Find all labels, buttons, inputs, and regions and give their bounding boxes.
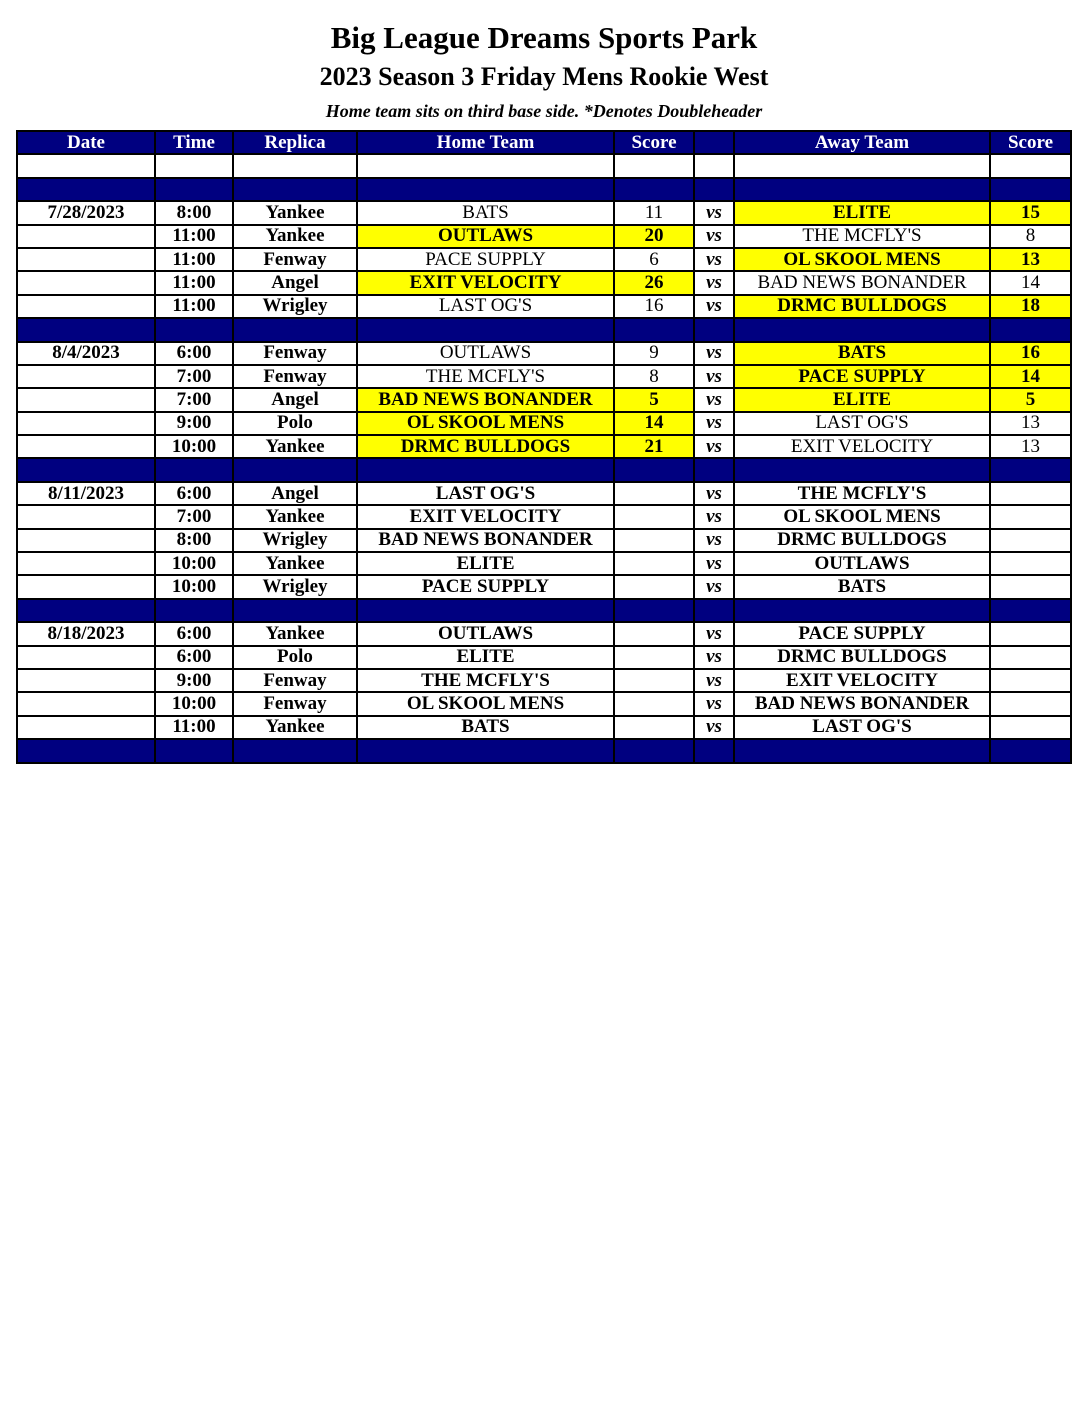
home-score-cell xyxy=(614,669,694,692)
away-score-cell xyxy=(990,575,1071,598)
home-team-cell xyxy=(357,599,614,622)
vs-cell: vs xyxy=(694,295,734,318)
vs-cell: vs xyxy=(694,412,734,435)
vs-cell: vs xyxy=(694,225,734,248)
away-score-cell xyxy=(990,458,1071,481)
separator-row xyxy=(17,739,1071,762)
date-cell xyxy=(17,599,155,622)
away-team-cell: OL SKOOL MENS xyxy=(734,505,990,528)
home-score-cell: 11 xyxy=(614,201,694,224)
date-cell xyxy=(17,646,155,669)
time-cell xyxy=(155,599,233,622)
home-score-cell xyxy=(614,458,694,481)
replica-cell: Yankee xyxy=(233,225,357,248)
time-cell: 7:00 xyxy=(155,505,233,528)
home-team-cell: LAST OG'S xyxy=(357,295,614,318)
date-cell xyxy=(17,575,155,598)
away-team-cell: ELITE xyxy=(734,388,990,411)
time-cell: 10:00 xyxy=(155,575,233,598)
replica-cell: Fenway xyxy=(233,248,357,271)
home-score-cell xyxy=(614,575,694,598)
away-team-cell: THE MCFLY'S xyxy=(734,482,990,505)
home-score-cell xyxy=(614,692,694,715)
replica-cell: Yankee xyxy=(233,622,357,645)
away-team-cell: PACE SUPPLY xyxy=(734,622,990,645)
vs-cell: vs xyxy=(694,365,734,388)
home-team-header: Home Team xyxy=(357,131,614,154)
away-score-cell xyxy=(990,739,1071,762)
away-score-cell: 14 xyxy=(990,271,1071,294)
replica-cell: Wrigley xyxy=(233,295,357,318)
away-score-cell: 18 xyxy=(990,295,1071,318)
table-row xyxy=(17,646,1071,669)
date-cell xyxy=(17,435,155,458)
home-score-cell: 21 xyxy=(614,435,694,458)
away-score-cell xyxy=(990,552,1071,575)
date-cell xyxy=(17,412,155,435)
time-cell: 6:00 xyxy=(155,482,233,505)
replica-cell xyxy=(233,458,357,481)
date-cell xyxy=(17,154,155,177)
home-score-cell xyxy=(614,529,694,552)
home-team-cell: OUTLAWS xyxy=(357,225,614,248)
away-team-cell: ELITE xyxy=(734,201,990,224)
time-cell: 11:00 xyxy=(155,295,233,318)
page-subtitle: 2023 Season 3 Friday Mens Rookie West xyxy=(319,62,769,91)
away-team-cell xyxy=(734,739,990,762)
schedule-table xyxy=(16,130,1072,764)
vs-cell: vs xyxy=(694,692,734,715)
home-team-cell: BATS xyxy=(357,201,614,224)
table-row xyxy=(17,365,1071,388)
home-team-cell: OL SKOOL MENS xyxy=(357,692,614,715)
table-row xyxy=(17,716,1071,739)
date-cell xyxy=(17,529,155,552)
time-cell: 11:00 xyxy=(155,716,233,739)
vs-cell: vs xyxy=(694,388,734,411)
away-team-cell: BAD NEWS BONANDER xyxy=(734,271,990,294)
table-row xyxy=(17,271,1071,294)
replica-cell xyxy=(233,178,357,201)
vs-cell: vs xyxy=(694,669,734,692)
time-cell: 9:00 xyxy=(155,669,233,692)
away-team-cell: DRMC BULLDOGS xyxy=(734,529,990,552)
away-team-cell: THE MCFLY'S xyxy=(734,225,990,248)
date-cell: 8/4/2023 xyxy=(17,342,155,365)
away-score-header: Score xyxy=(990,131,1071,154)
replica-cell xyxy=(233,154,357,177)
date-cell xyxy=(17,295,155,318)
away-team-cell: PACE SUPPLY xyxy=(734,365,990,388)
away-score-cell xyxy=(990,318,1071,341)
table-row xyxy=(17,201,1071,224)
date-cell xyxy=(17,669,155,692)
replica-cell: Yankee xyxy=(233,201,357,224)
separator-row xyxy=(17,178,1071,201)
home-team-cell: ELITE xyxy=(357,552,614,575)
away-score-cell xyxy=(990,599,1071,622)
vs-cell: vs xyxy=(694,201,734,224)
separator-row xyxy=(17,318,1071,341)
home-team-cell: BATS xyxy=(357,716,614,739)
vs-cell xyxy=(694,458,734,481)
home-team-cell xyxy=(357,154,614,177)
vs-cell: vs xyxy=(694,622,734,645)
time-cell: 7:00 xyxy=(155,365,233,388)
away-score-cell xyxy=(990,716,1071,739)
replica-cell: Fenway xyxy=(233,342,357,365)
away-score-cell: 13 xyxy=(990,412,1071,435)
time-cell: 11:00 xyxy=(155,271,233,294)
home-score-cell: 6 xyxy=(614,248,694,271)
vs-cell: vs xyxy=(694,342,734,365)
home-team-cell: THE MCFLY'S xyxy=(357,669,614,692)
away-score-cell xyxy=(990,646,1071,669)
date-cell xyxy=(17,225,155,248)
home-score-header: Score xyxy=(614,131,694,154)
replica-cell: Fenway xyxy=(233,365,357,388)
home-score-cell xyxy=(614,716,694,739)
replica-header: Replica xyxy=(233,131,357,154)
home-score-cell xyxy=(614,482,694,505)
time-cell: 10:00 xyxy=(155,435,233,458)
replica-cell: Wrigley xyxy=(233,529,357,552)
time-cell xyxy=(155,318,233,341)
home-team-cell: PACE SUPPLY xyxy=(357,575,614,598)
date-cell xyxy=(17,716,155,739)
home-team-cell: OUTLAWS xyxy=(357,622,614,645)
time-cell: 8:00 xyxy=(155,529,233,552)
page-title: Big League Dreams Sports Park xyxy=(330,20,758,55)
time-cell xyxy=(155,739,233,762)
vs-cell: vs xyxy=(694,575,734,598)
table-row xyxy=(17,295,1071,318)
home-team-cell: THE MCFLY'S xyxy=(357,365,614,388)
separator-row xyxy=(17,458,1071,481)
vs-cell: vs xyxy=(694,482,734,505)
away-score-cell xyxy=(990,669,1071,692)
table-row xyxy=(17,529,1071,552)
home-score-cell: 9 xyxy=(614,342,694,365)
date-cell xyxy=(17,388,155,411)
replica-cell: Fenway xyxy=(233,669,357,692)
table-row xyxy=(17,388,1071,411)
away-team-cell xyxy=(734,458,990,481)
vs-cell: vs xyxy=(694,271,734,294)
away-score-cell xyxy=(990,154,1071,177)
date-header: Date xyxy=(17,131,155,154)
date-cell xyxy=(17,271,155,294)
replica-cell: Polo xyxy=(233,646,357,669)
away-score-cell: 13 xyxy=(990,435,1071,458)
replica-cell: Angel xyxy=(233,388,357,411)
home-team-cell: DRMC BULLDOGS xyxy=(357,435,614,458)
vs-cell: vs xyxy=(694,716,734,739)
away-score-cell xyxy=(990,529,1071,552)
vs-cell: vs xyxy=(694,248,734,271)
time-cell xyxy=(155,154,233,177)
date-cell xyxy=(17,365,155,388)
away-team-header: Away Team xyxy=(734,131,990,154)
home-team-cell: OL SKOOL MENS xyxy=(357,412,614,435)
away-team-cell: EXIT VELOCITY xyxy=(734,669,990,692)
away-score-cell: 13 xyxy=(990,248,1071,271)
table-row xyxy=(17,575,1071,598)
home-team-cell xyxy=(357,178,614,201)
home-team-cell: EXIT VELOCITY xyxy=(357,271,614,294)
time-header: Time xyxy=(155,131,233,154)
table-row xyxy=(17,482,1071,505)
away-score-cell: 14 xyxy=(990,365,1071,388)
replica-cell: Angel xyxy=(233,271,357,294)
vs-cell xyxy=(694,318,734,341)
away-team-cell: EXIT VELOCITY xyxy=(734,435,990,458)
home-score-cell: 20 xyxy=(614,225,694,248)
date-cell: 8/18/2023 xyxy=(17,622,155,645)
away-score-cell xyxy=(990,622,1071,645)
date-cell xyxy=(17,552,155,575)
home-score-cell xyxy=(614,318,694,341)
away-team-cell: DRMC BULLDOGS xyxy=(734,295,990,318)
away-team-cell: BATS xyxy=(734,575,990,598)
table-row xyxy=(17,669,1071,692)
away-team-cell: LAST OG'S xyxy=(734,716,990,739)
away-team-cell: DRMC BULLDOGS xyxy=(734,646,990,669)
away-team-cell xyxy=(734,154,990,177)
time-cell: 10:00 xyxy=(155,552,233,575)
replica-cell: Fenway xyxy=(233,692,357,715)
vs-cell: vs xyxy=(694,646,734,669)
schedule-body xyxy=(17,154,1071,762)
replica-cell: Polo xyxy=(233,412,357,435)
away-team-cell: OL SKOOL MENS xyxy=(734,248,990,271)
home-score-cell xyxy=(614,178,694,201)
date-cell xyxy=(17,505,155,528)
vs-cell: vs xyxy=(694,435,734,458)
vs-cell: vs xyxy=(694,505,734,528)
date-cell xyxy=(17,739,155,762)
table-row xyxy=(17,342,1071,365)
vs-cell xyxy=(694,154,734,177)
date-cell xyxy=(17,248,155,271)
time-cell: 6:00 xyxy=(155,646,233,669)
table-row xyxy=(17,622,1071,645)
time-cell: 7:00 xyxy=(155,388,233,411)
home-score-cell xyxy=(614,622,694,645)
separator-row xyxy=(17,599,1071,622)
replica-cell: Angel xyxy=(233,482,357,505)
away-score-cell xyxy=(990,692,1071,715)
home-team-cell: EXIT VELOCITY xyxy=(357,505,614,528)
replica-cell xyxy=(233,599,357,622)
away-score-cell: 15 xyxy=(990,201,1071,224)
home-score-cell xyxy=(614,739,694,762)
vs-header xyxy=(694,131,734,154)
home-team-cell: ELITE xyxy=(357,646,614,669)
vs-cell xyxy=(694,178,734,201)
away-team-cell: LAST OG'S xyxy=(734,412,990,435)
home-score-cell xyxy=(614,599,694,622)
vs-cell: vs xyxy=(694,552,734,575)
replica-cell: Yankee xyxy=(233,435,357,458)
time-cell xyxy=(155,458,233,481)
home-team-cell: PACE SUPPLY xyxy=(357,248,614,271)
away-score-cell: 8 xyxy=(990,225,1071,248)
date-cell xyxy=(17,178,155,201)
home-team-cell xyxy=(357,739,614,762)
table-header-row xyxy=(17,131,1071,154)
time-cell xyxy=(155,178,233,201)
home-team-cell: LAST OG'S xyxy=(357,482,614,505)
home-score-cell: 8 xyxy=(614,365,694,388)
table-row xyxy=(17,692,1071,715)
home-score-cell: 14 xyxy=(614,412,694,435)
away-score-cell: 5 xyxy=(990,388,1071,411)
home-score-cell xyxy=(614,154,694,177)
home-score-cell: 16 xyxy=(614,295,694,318)
table-row xyxy=(17,412,1071,435)
home-score-cell xyxy=(614,646,694,669)
vs-cell: vs xyxy=(694,529,734,552)
replica-cell xyxy=(233,318,357,341)
away-score-cell xyxy=(990,505,1071,528)
home-team-cell: BAD NEWS BONANDER xyxy=(357,388,614,411)
time-cell: 9:00 xyxy=(155,412,233,435)
away-team-cell: BAD NEWS BONANDER xyxy=(734,692,990,715)
home-score-cell: 26 xyxy=(614,271,694,294)
home-score-cell xyxy=(614,552,694,575)
time-cell: 6:00 xyxy=(155,622,233,645)
vs-cell xyxy=(694,739,734,762)
replica-cell: Wrigley xyxy=(233,575,357,598)
replica-cell: Yankee xyxy=(233,716,357,739)
away-team-cell xyxy=(734,599,990,622)
blank-row xyxy=(17,154,1071,177)
away-score-cell xyxy=(990,482,1071,505)
home-team-cell xyxy=(357,318,614,341)
away-team-cell: BATS xyxy=(734,342,990,365)
away-team-cell: OUTLAWS xyxy=(734,552,990,575)
schedule-note: Home team sits on third base side. *Denotes Doubleheader xyxy=(325,101,763,121)
table-row xyxy=(17,552,1071,575)
date-cell xyxy=(17,692,155,715)
home-team-cell: BAD NEWS BONANDER xyxy=(357,529,614,552)
table-row xyxy=(17,435,1071,458)
time-cell: 10:00 xyxy=(155,692,233,715)
date-cell xyxy=(17,318,155,341)
date-cell xyxy=(17,458,155,481)
vs-cell xyxy=(694,599,734,622)
table-row xyxy=(17,225,1071,248)
date-cell: 7/28/2023 xyxy=(17,201,155,224)
home-team-cell: OUTLAWS xyxy=(357,342,614,365)
away-team-cell xyxy=(734,318,990,341)
away-score-cell: 16 xyxy=(990,342,1071,365)
replica-cell: Yankee xyxy=(233,505,357,528)
home-team-cell xyxy=(357,458,614,481)
date-cell: 8/11/2023 xyxy=(17,482,155,505)
away-score-cell xyxy=(990,178,1071,201)
home-score-cell xyxy=(614,505,694,528)
time-cell: 11:00 xyxy=(155,248,233,271)
time-cell: 6:00 xyxy=(155,342,233,365)
time-cell: 8:00 xyxy=(155,201,233,224)
replica-cell: Yankee xyxy=(233,552,357,575)
table-row xyxy=(17,505,1071,528)
away-team-cell xyxy=(734,178,990,201)
replica-cell xyxy=(233,739,357,762)
home-score-cell: 5 xyxy=(614,388,694,411)
time-cell: 11:00 xyxy=(155,225,233,248)
table-row xyxy=(17,248,1071,271)
